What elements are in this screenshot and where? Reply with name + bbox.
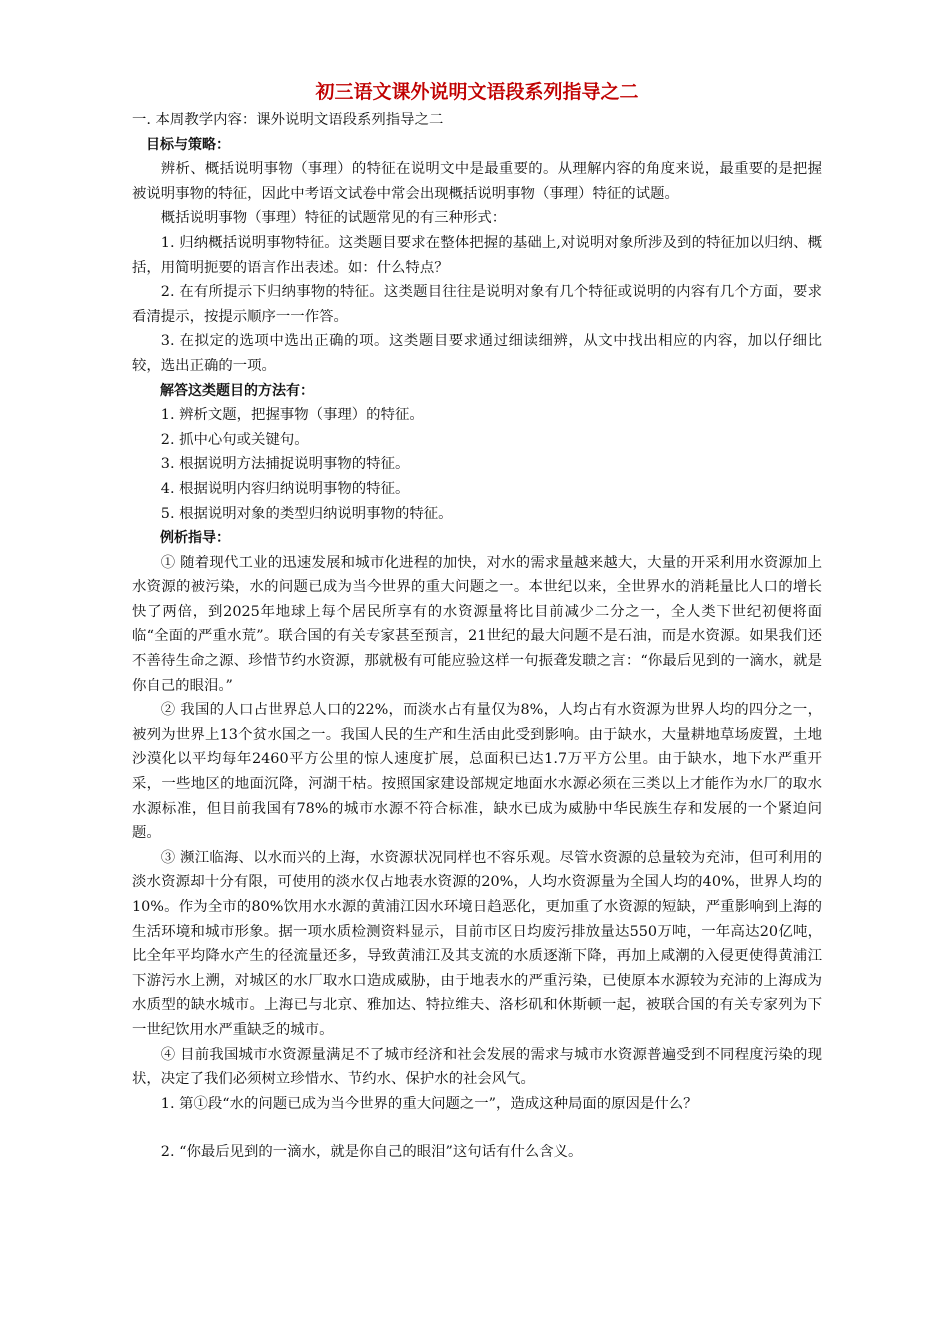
intro-line: 一. 本周教学内容：课外说明文语段系列指导之二: [132, 112, 444, 128]
heading-goals: 目标与策略：: [146, 136, 230, 153]
passage-paragraph-3: ③ 濒江临海、以水而兴的上海，水资源状况同样也不容乐观。尽管水资源的总量较为充沛，但可利用的淡水资源却十分有限，可使用的淡水仅占地表水资源的20%，人均水资源量为全国人均的40%，世界人均的10%。作为全市的80%饮用水水源的黄浦江因水环境日趋恶化，更加重了水资源的短缺，严重影响到上海的生活环境和城市形象。据一项水质检测资料显示，目前市区日均废污排放量达550万吨，一年高达20亿吨，比全年平均降水产生的径流量还多，导致黄浦江及其支流的水质逐渐下降，再加上咸潮的入侵更使得黄浦江下游污水上溯，对城区的水厂取水口造成威胁，由于地表水的严重污染，已使原本水源较为充沛的上海成为水质型的缺水城市。上海已与北京、雅加达、特拉维夫、洛杉矶和休斯顿一起，被联合国的有关专家列为下一世纪饮用水严重缺乏的城市。: [132, 849, 822, 1038]
answer-space: [132, 1116, 822, 1140]
question-1: 1. 第①段“水的问题已成为当今世界的重大问题之一”，造成这种局面的原因是什么？: [160, 1095, 698, 1112]
method-item-2: 2. 抓中心句或关键句。: [160, 431, 309, 448]
passage-paragraph-2: ② 我国的人口占世界总人口的22%，而淡水占有量仅为8%，人均占有水资源为世界人均的四分之一，被列为世界上13个贫水国之一。我国人民的生产和生活由此受到影响。由于缺水，大量耕地草场废置，土地沙漠化以平均每年2460平方公里的惊人速度扩展，总面积已达1.7万平方公里。由于缺水，地下水严重开采，一些地区的地面沉降，河湖干枯。按照国家建设部规定地面水水源必须在三类以上才能作为水厂的取水水源标准，但目前我国有78%的城市水源不符合标准，缺水已成为威胁中华民族生存和发展的一个紧迫问题。: [132, 702, 822, 842]
method-item-4: 4. 根据说明内容归纳说明事物的特征。: [160, 480, 410, 497]
form-item-3: 3. 在拟定的选项中选出正确的项。这类题目要求通过细读细辨，从文中找出相应的内容，加以仔细比较，选出正确的一项。: [132, 333, 822, 374]
para-forms: 概括说明事物（事理）特征的试题常见的有三种形式：: [160, 210, 507, 227]
document-title: 初三语文课外说明文语段系列指导之二: [315, 81, 639, 103]
document-page: [132, 78, 822, 1165]
passage-paragraph-4: ④ 目前我国城市水资源量满足不了城市经济和社会发展的需求与城市水资源普遍受到不同程度污染的现状，决定了我们必须树立珍惜水、节约水、保护水的社会风气。: [132, 1046, 822, 1088]
heading-methods: 解答这类题目的方法有：: [160, 382, 314, 399]
form-item-1: 1. 归纳概括说明事物特征。这类题目要求在整体把握的基础上,对说明对象所涉及到的特征加以归纳、概括，用简明扼要的语言作出表述。如：什么特点？: [132, 234, 822, 276]
heading-examples: 例析指导：: [160, 530, 230, 547]
method-item-1: 1. 辨析文题，把握事物（事理）的特征。: [160, 407, 424, 424]
passage-paragraph-1: ① 随着现代工业的迅速发展和城市化进程的加快，对水的需求量越来越大，大量的开采利用水资源加上水资源的被污染，水的问题已成为当今世界的重大问题之一。本世纪以来，全世界水的消耗量比人口的增长快了两倍，到2025年地球上每个居民所享有的水资源量将比目前减少二分之一，全人类下世纪初便将面临“全面的严重水荒”。联合国的有关专家甚至预言，21世纪的最大问题不是石油，而是水资源。如果我们还不善待生命之源、珍惜节约水资源，那就极有可能应验这样一句振聋发聩之言：“你最后见到的一滴水，就是你自己的眼泪。”: [132, 554, 822, 694]
method-item-5: 5. 根据说明对象的类型归纳说明事物的特征。: [160, 505, 453, 522]
para-goals: 辨析、概括说明事物（事理）的特征在说明文中是最重要的。从理解内容的角度来说，最重要的是把握被说明事物的特征，因此中考语文试卷中常会出现概括说明事物（事理）特征的试题。: [132, 161, 822, 202]
question-2: 2. “你最后见到的一滴水，就是你自己的眼泪”这句话有什么含义。: [160, 1144, 583, 1161]
method-item-3: 3. 根据说明方法捕捉说明事物的特征。: [160, 456, 410, 473]
form-item-2: 2. 在有所提示下归纳事物的特征。这类题目往往是说明对象有几个特征或说明的内容有几个方面，要求看清提示，按提示顺序一一作答。: [132, 284, 822, 325]
